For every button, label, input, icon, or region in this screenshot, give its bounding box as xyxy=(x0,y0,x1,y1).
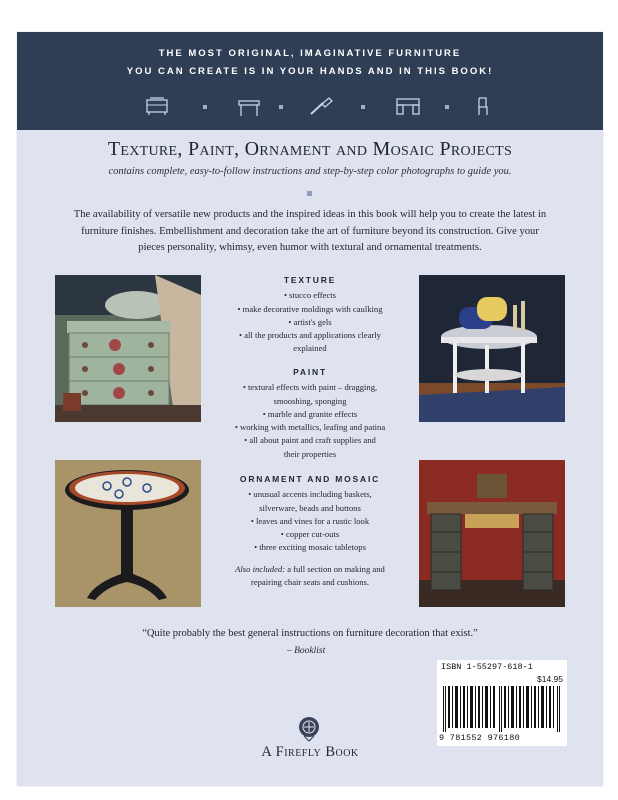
barcode-box xyxy=(437,660,567,746)
banner-line-2: YOU CAN CREATE IS IN YOUR HANDS AND IN THIS BOOK! xyxy=(126,66,494,77)
barcode-number: 9 781552 976180 xyxy=(439,733,521,743)
separator-dot xyxy=(445,105,449,109)
publisher-name: A Firefly Book xyxy=(261,744,359,760)
list-item: • marble and granite effects xyxy=(262,408,358,419)
section-heading-texture: TEXTURE xyxy=(283,275,337,285)
top-banner xyxy=(17,32,603,130)
book-title: Texture, Paint, Ornament and Mosaic Projects xyxy=(107,138,513,160)
photo-mosaic-table xyxy=(55,460,201,607)
list-item: • artist's gels xyxy=(288,316,332,327)
chair-icon xyxy=(475,96,491,116)
back-cover xyxy=(17,32,603,786)
section-heading-paint: PAINT xyxy=(293,367,327,377)
photo-round-table xyxy=(419,275,565,422)
review-source: – Booklist xyxy=(287,646,326,656)
list-item: • stucco effects xyxy=(283,290,337,301)
section-heading-ornament: ORNAMENT AND MOSAIC xyxy=(239,474,381,484)
divider-square xyxy=(307,191,312,196)
isbn-text: ISBN 1-55297-618-1 xyxy=(441,662,533,672)
barcode-icon xyxy=(441,686,563,732)
photo-painted-dresser xyxy=(55,275,201,422)
separator-dot xyxy=(361,105,365,109)
desk-icon xyxy=(395,96,421,116)
dresser-icon xyxy=(145,96,169,116)
book-subtitle: contains complete, easy-to-follow instructions and step-by-step color photographs to guide you. xyxy=(108,166,512,177)
list-item: • working with metallics, leafing and patina xyxy=(234,422,386,433)
section-texture xyxy=(217,274,403,356)
banner-line-1: THE MOST ORIGINAL, IMAGINATIVE FURNITURE xyxy=(158,48,462,59)
list-item: • all the products and applications clearly explained xyxy=(239,330,381,354)
price-text: $14.95 xyxy=(537,674,563,684)
firefly-logo-icon xyxy=(294,714,324,744)
list-item: • copper cut-outs xyxy=(280,529,340,540)
list-item: • all about paint and craft supplies and their properties xyxy=(244,435,376,459)
list-item: • leaves and vines for a rustic look xyxy=(250,515,370,526)
also-included: Also included: a full section on making and repairing chair seats and cushions. xyxy=(235,563,385,588)
list-item: • make decorative moldings with caulking xyxy=(237,303,383,314)
section-ornament-mosaic xyxy=(217,473,403,589)
separator-dot xyxy=(279,105,283,109)
photo-wooden-desk xyxy=(419,460,565,607)
section-paint xyxy=(217,366,403,461)
furniture-icon-row xyxy=(127,95,497,117)
list-item: • textural effects with paint – dragging, smooshing, sponging xyxy=(242,382,378,406)
brush-icon xyxy=(307,95,335,117)
separator-dot xyxy=(203,105,207,109)
list-item: • unusual accents including baskets, silverware, beads and buttons xyxy=(248,489,372,513)
review-quote: “Quite probably the best general instructions on furniture decoration that exist.” xyxy=(142,628,478,639)
intro-paragraph: The availability of versatile new products and the inspired ideas in this book will help you to create the latest in furniture finishes. Embellishment and decoration take the art of furniture beyond its construction. Give your pieces personality, whimsy, even humor with textural and ornamental treatments. xyxy=(73,209,547,253)
table-icon xyxy=(237,97,261,117)
list-item: • three exciting mosaic tabletops xyxy=(254,542,366,553)
